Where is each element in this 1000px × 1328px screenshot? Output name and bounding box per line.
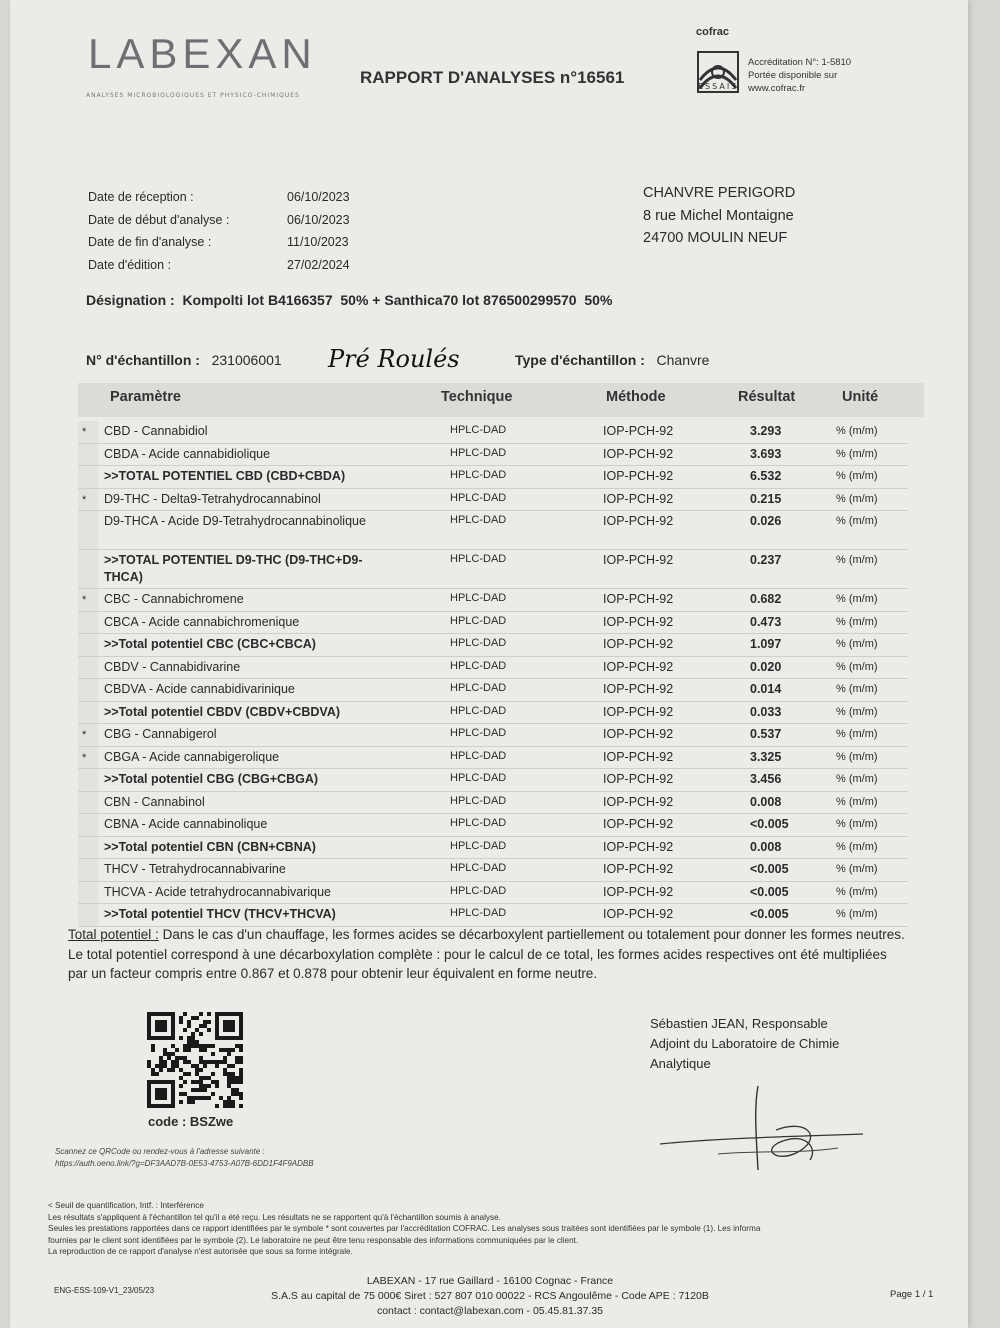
legal-line: fournies par le client sont identifiées par le symbole (2). Le laboratoire ne peut être tenu responsable des informations communiquées par le client.: [48, 1235, 579, 1245]
row-marker-cell: [78, 882, 98, 904]
technique-cell: HPLC-DAD: [450, 614, 507, 627]
sample-number-value: 231006001: [211, 352, 282, 368]
date-value: 06/10/2023: [287, 212, 350, 227]
table-header: [78, 383, 924, 417]
table-row: [78, 489, 908, 512]
row-marker-cell: [78, 702, 98, 724]
row-marker-cell: [78, 837, 98, 859]
methode-cell: IOP-PCH-92: [603, 446, 674, 461]
table-row: [78, 444, 908, 467]
footer-line: contact : contact@labexan.com - 05.45.81.37.35: [376, 1305, 604, 1317]
page-number: Page 1 / 1: [890, 1289, 934, 1300]
technique-cell: HPLC-DAD: [450, 659, 507, 672]
methode-cell: IOP-PCH-92: [603, 469, 674, 483]
row-marker-cell: [78, 511, 98, 549]
technique-cell: HPLC-DAD: [450, 682, 507, 694]
unite-cell: % (m/m): [836, 705, 878, 718]
header-resultat: Résultat: [738, 389, 796, 405]
param-cell: CBGA - Acide cannabigerolique: [104, 749, 280, 764]
table-row: [78, 702, 908, 725]
technique-cell: HPLC-DAD: [450, 907, 507, 919]
unite-cell: % (m/m): [836, 470, 878, 482]
technique-cell: HPLC-DAD: [450, 772, 507, 784]
param-cell: >>Total potentiel CBN (CBN+CBNA): [104, 839, 316, 854]
qr-instructions: [55, 1146, 314, 1170]
unite-cell: % (m/m): [836, 908, 878, 920]
technique-cell: HPLC-DAD: [450, 884, 507, 897]
signer-line: Analytique: [650, 1056, 711, 1071]
methode-cell: IOP-PCH-92: [603, 817, 674, 831]
client-city: 24700 MOULIN NEUF: [643, 230, 788, 246]
unite-cell: % (m/m): [836, 773, 878, 785]
technique-cell: HPLC-DAD: [450, 469, 507, 481]
unite-cell: % (m/m): [836, 863, 878, 875]
technique-cell: HPLC-DAD: [450, 862, 507, 874]
labexan-logo: LABEXAN: [88, 30, 317, 77]
qr-code-label: code : BSZwe: [148, 1114, 234, 1129]
methode-cell: IOP-PCH-92: [603, 614, 674, 629]
param-cell: >>Total potentiel CBDV (CBDV+CBDVA): [104, 704, 341, 719]
accreditation-star: *: [82, 729, 87, 741]
date-value: 06/10/2023: [287, 190, 350, 204]
designation: Désignation : Kompolti lot B4166357 50% + Santhica70 lot 876500299570 50%: [86, 292, 613, 308]
technique-cell: HPLC-DAD: [450, 749, 507, 762]
table-row: [78, 724, 908, 747]
resultat-cell: 3.693: [750, 446, 782, 461]
technique-cell: HPLC-DAD: [450, 446, 507, 459]
resultat-cell: 0.537: [750, 727, 782, 741]
signature-image: [658, 1078, 868, 1178]
unite-cell: % (m/m): [836, 554, 878, 566]
param-cell: >>Total potentiel CBC (CBC+CBCA): [104, 637, 316, 651]
table-row: [78, 747, 908, 770]
unite-cell: % (m/m): [836, 492, 878, 505]
results-table: [78, 421, 908, 927]
unite-cell: % (m/m): [836, 660, 878, 673]
param-cell: CBDA - Acide cannabidiolique: [104, 446, 271, 461]
technique-cell: HPLC-DAD: [450, 553, 507, 565]
legal-notes: [48, 1200, 948, 1258]
resultat-cell: 1.097: [750, 637, 782, 651]
technique-cell: HPLC-DAD: [450, 637, 507, 649]
row-marker-cell: [78, 634, 98, 656]
client-street: 8 rue Michel Montaigne: [643, 207, 794, 224]
resultat-cell: 0.014: [750, 682, 782, 696]
unite-cell: % (m/m): [836, 593, 878, 605]
cofrac-essais: ESSAIS: [698, 82, 739, 91]
unite-cell: % (m/m): [836, 683, 878, 695]
date-values: [287, 186, 350, 276]
methode-cell: IOP-PCH-92: [603, 592, 674, 606]
row-marker-cell: [78, 550, 98, 588]
row-marker-cell: [78, 421, 98, 443]
row-marker-cell: [78, 747, 98, 769]
signer-block: [650, 1014, 839, 1074]
unite-cell: % (m/m): [836, 840, 878, 853]
accreditation-scope: Portée disponible sur: [748, 70, 838, 81]
param-cell: CBNA - Acide cannabinolique: [104, 817, 268, 831]
unite-cell: % (m/m): [836, 885, 878, 898]
signer-line: Sébastien JEAN, Responsable: [650, 1016, 828, 1031]
param-cell: CBC - Cannabichromene: [104, 592, 244, 606]
unite-cell: % (m/m): [836, 615, 878, 628]
accreditation-star: *: [82, 426, 87, 438]
resultat-cell: <0.005: [750, 817, 789, 831]
accreditation-star: *: [82, 751, 87, 764]
resultat-cell: 0.033: [750, 704, 782, 719]
table-row: [78, 589, 908, 612]
param-cell: CBDVA - Acide cannabidivarinique: [104, 682, 295, 696]
resultat-cell: 0.237: [750, 553, 782, 567]
methode-cell: IOP-PCH-92: [603, 514, 674, 528]
date-label: Date de réception :: [88, 190, 194, 204]
date-label: Date d'édition :: [88, 257, 171, 272]
row-marker-cell: [78, 444, 98, 466]
param-cell: CBG - Cannabigerol: [104, 727, 217, 741]
row-marker-cell: [78, 859, 98, 881]
table-row: [78, 679, 908, 702]
technique-cell: HPLC-DAD: [450, 817, 507, 829]
row-marker-cell: [78, 657, 98, 679]
methode-cell: IOP-PCH-92: [603, 682, 674, 696]
param-cell: CBDV - Cannabidivarine: [104, 659, 241, 674]
methode-cell: IOP-PCH-92: [603, 907, 674, 921]
client-name: CHANVRE PERIGORD: [643, 185, 796, 201]
date-label: Date de fin d'analyse :: [88, 235, 212, 249]
unite-cell: % (m/m): [836, 515, 878, 527]
technique-cell: HPLC-DAD: [450, 424, 507, 436]
resultat-cell: 0.026: [750, 514, 782, 528]
footer-line: S.A.S au capital de 75 000€ Siret : 527 807 010 00022 - RCS Angoulême - Code APE : 7120B: [271, 1290, 709, 1302]
row-marker-cell: [78, 814, 98, 836]
row-marker-cell: [78, 769, 98, 791]
technique-cell: HPLC-DAD: [450, 704, 507, 717]
client-address: [643, 182, 795, 250]
methode-cell: IOP-PCH-92: [603, 704, 674, 719]
table-row: [78, 792, 908, 815]
sample-number-label: N° d'échantillon :: [86, 352, 200, 368]
qr-code-icon[interactable]: [147, 1012, 243, 1108]
note-label: Total potentiel :: [68, 927, 159, 942]
unite-cell: % (m/m): [836, 728, 878, 740]
technique-cell: HPLC-DAD: [450, 839, 507, 852]
cofrac-logo-icon: [696, 40, 740, 104]
param-cell: >>Total potentiel CBG (CBG+CBGA): [104, 772, 319, 786]
report-title: RAPPORT D'ANALYSES n°16561: [360, 68, 625, 87]
row-marker-cell: [78, 904, 98, 926]
qr-link[interactable]: https://auth.oeno.link/?g=DF3AAD7B-0E53-4753-A07B-6DD1F4F9ADBB: [55, 1159, 314, 1168]
header-parametre: Paramètre: [110, 389, 181, 405]
methode-cell: IOP-PCH-92: [603, 794, 674, 809]
row-marker-cell: [78, 612, 98, 634]
methode-cell: IOP-PCH-92: [603, 839, 674, 854]
date-value: 11/10/2023: [287, 235, 349, 249]
resultat-cell: 0.473: [750, 614, 782, 629]
technique-cell: HPLC-DAD: [450, 592, 507, 604]
table-row: [78, 634, 908, 657]
row-marker-cell: [78, 679, 98, 701]
sample-number: [86, 352, 282, 368]
table-row: [78, 814, 908, 837]
legal-line: La reproduction de ce rapport d'analyse n'est autorisée que sous sa forme intégrale.: [48, 1247, 353, 1256]
methode-cell: IOP-PCH-92: [603, 727, 674, 741]
table-row: [78, 657, 908, 680]
legal-line: Les résultats s'appliquent à l'échantillon tel qu'il a été reçu. Les résultats ne se rapportent qu'à l'échantillon soumis à analyse.: [48, 1212, 501, 1222]
row-marker-cell: [78, 489, 98, 511]
accreditation-url: www.cofrac.fr: [748, 83, 806, 94]
methode-cell: IOP-PCH-92: [603, 553, 674, 567]
report-page: [10, 0, 968, 1328]
legal-line: < Seuil de quantification, Intf. : Interférence: [48, 1201, 204, 1210]
table-row: [78, 466, 908, 489]
param-cell: CBN - Cannabinol: [104, 794, 205, 809]
table-row: [78, 511, 908, 550]
table-row: [78, 882, 908, 905]
param-cell: CBCA - Acide cannabichromenique: [104, 614, 300, 629]
resultat-cell: 0.008: [750, 839, 782, 854]
technique-cell: HPLC-DAD: [450, 794, 507, 807]
param-cell: >>TOTAL POTENTIEL D9-THC (D9-THC+D9-THCA): [104, 553, 363, 584]
row-marker-cell: [78, 589, 98, 611]
legal-line: Seules les prestations rapportées dans ce rapport identifiées par le symbole * sont couvertes par l'accréditation COFRAC. Les analyses sous traitées sont identifiées par le symbole (1). Les informa: [48, 1224, 761, 1233]
methode-cell: IOP-PCH-92: [603, 884, 674, 899]
accreditation-number: Accréditation N°: 1-5810: [748, 57, 852, 68]
resultat-cell: 3.325: [750, 749, 782, 764]
header-technique: Technique: [441, 389, 513, 405]
param-cell: >>Total potentiel THCV (THCV+THCVA): [104, 907, 336, 921]
document-code: ENG-ESS-109-V1_23/05/23: [54, 1286, 155, 1295]
sample-type-value: Chanvre: [656, 352, 710, 368]
resultat-cell: 3.293: [750, 424, 782, 438]
resultat-cell: 0.682: [750, 592, 782, 606]
accreditation-info: [748, 56, 851, 95]
param-cell: CBD - Cannabidiol: [104, 424, 208, 438]
cofrac-logo-text: cofrac: [696, 26, 730, 38]
date-label: Date de début d'analyse :: [88, 212, 230, 227]
unite-cell: % (m/m): [836, 425, 878, 437]
header-methode: Méthode: [606, 389, 666, 405]
methode-cell: IOP-PCH-92: [603, 749, 674, 764]
table-row: [78, 837, 908, 860]
table-row: [78, 769, 908, 792]
resultat-cell: <0.005: [750, 862, 789, 876]
company-footer: [230, 1274, 750, 1319]
methode-cell: IOP-PCH-92: [603, 637, 674, 651]
accreditation-star: *: [82, 493, 87, 506]
param-cell: D9-THC - Delta9-Tetrahydrocannabinol: [104, 491, 321, 506]
unite-cell: % (m/m): [836, 447, 878, 460]
param-cell: >>TOTAL POTENTIEL CBD (CBD+CBDA): [104, 469, 346, 483]
resultat-cell: <0.005: [750, 884, 789, 899]
param-cell: D9-THCA - Acide D9-Tetrahydrocannabinolique: [104, 514, 366, 528]
table-row: [78, 859, 908, 882]
row-marker-cell: [78, 792, 98, 814]
resultat-cell: 0.215: [750, 491, 782, 506]
param-cell: THCV - Tetrahydrocannabivarine: [104, 862, 286, 876]
resultat-cell: 6.532: [750, 469, 782, 483]
technique-cell: HPLC-DAD: [450, 514, 507, 526]
methode-cell: IOP-PCH-92: [603, 862, 674, 876]
table-row: [78, 550, 908, 589]
note-text: Dans le cas d'un chauffage, les formes acides se décarboxylent partiellement ou totalement pour donner les formes neutres. Le total potentiel correspond à une décarboxylation complète : pour le calcul de ce total, les formes acides respectives ont été multipliées par un facteur compris entre 0.867 et 0.878 pour obtenir leur équivalent en forme neutre.: [68, 927, 905, 981]
unite-cell: % (m/m): [836, 638, 878, 650]
date-value: 27/02/2024: [287, 257, 350, 272]
technique-cell: HPLC-DAD: [450, 727, 507, 739]
logo-subtitle: ANALYSES MICROBIOLOGIQUES ET PHYSICO-CHIMIQUES: [86, 92, 300, 99]
row-marker-cell: [78, 466, 98, 488]
methode-cell: IOP-PCH-92: [603, 424, 674, 438]
sample-type-label: Type d'échantillon :: [515, 352, 645, 368]
resultat-cell: 0.008: [750, 794, 782, 809]
table-row: [78, 421, 908, 444]
unite-cell: % (m/m): [836, 818, 878, 830]
param-cell: THCVA - Acide tetrahydrocannabivarique: [104, 884, 331, 899]
methode-cell: IOP-PCH-92: [603, 772, 674, 786]
accreditation-star: *: [82, 594, 87, 606]
methode-cell: IOP-PCH-92: [603, 659, 674, 674]
total-potentiel-note: [68, 925, 908, 984]
qr-instruction-text: Scannez ce QRCode ou rendez-vous à l'adresse suivante :: [55, 1147, 265, 1156]
footer-line: LABEXAN - 17 rue Gaillard - 16100 Cognac - France: [366, 1275, 614, 1287]
row-marker-cell: [78, 724, 98, 746]
unite-cell: % (m/m): [836, 750, 878, 763]
handwritten-note: Pré Roulés: [328, 345, 460, 373]
unite-cell: % (m/m): [836, 795, 878, 808]
table-row: [78, 904, 908, 927]
signer-line: Adjoint du Laboratoire de Chimie: [650, 1036, 840, 1051]
methode-cell: IOP-PCH-92: [603, 491, 674, 506]
resultat-cell: 0.020: [750, 659, 782, 674]
resultat-cell: <0.005: [750, 907, 789, 921]
header-unite: Unité: [842, 389, 879, 405]
table-row: [78, 612, 908, 635]
technique-cell: HPLC-DAD: [450, 491, 507, 504]
resultat-cell: 3.456: [750, 772, 782, 786]
date-labels: [88, 186, 229, 276]
sample-type: [515, 352, 709, 368]
